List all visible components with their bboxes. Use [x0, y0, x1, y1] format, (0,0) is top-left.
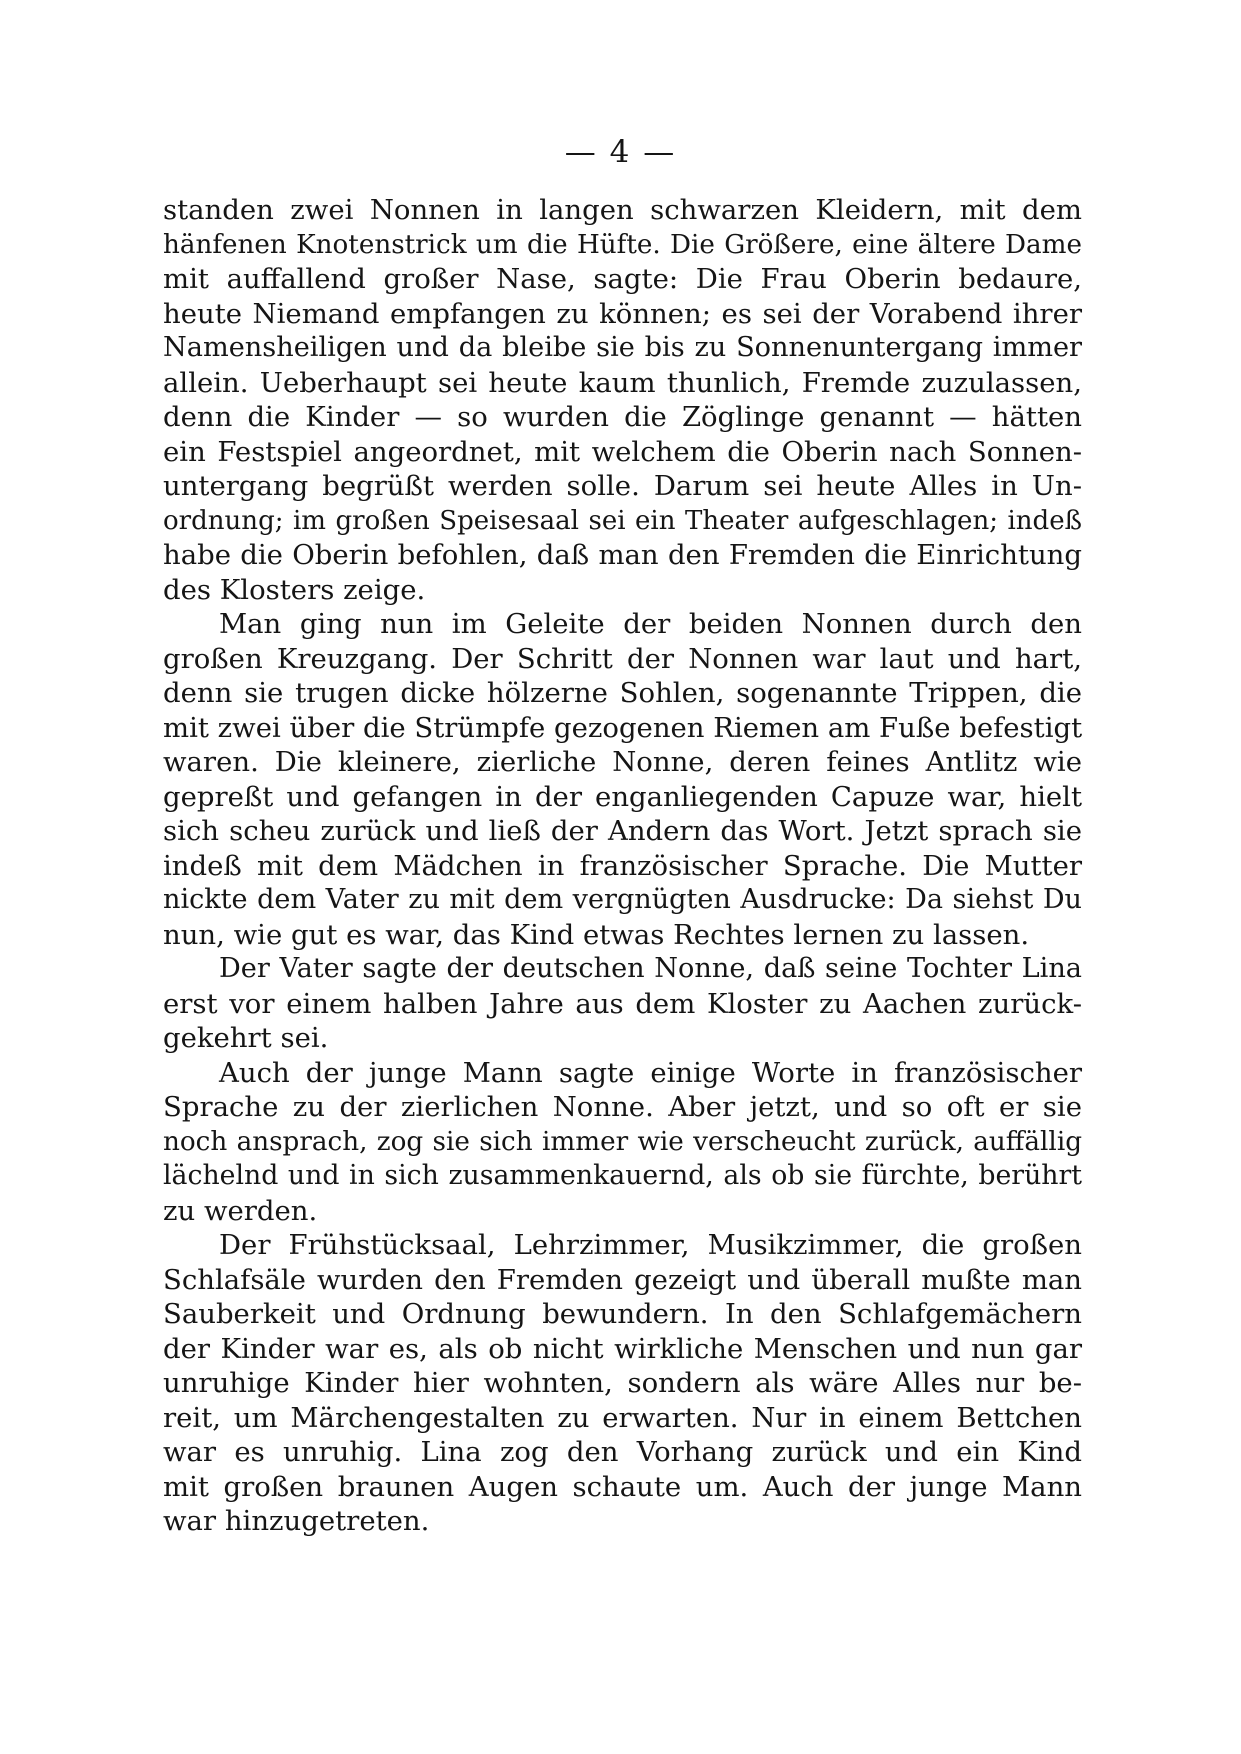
text-line: Namensheiligen und da bleibe sie bis zu Sonnenuntergang immer	[163, 332, 1082, 363]
text-line: erst vor einem halben Jahre aus dem Kloster zu Aachen zurück-	[163, 987, 1082, 1020]
text-line: untergang begrüßt werden solle. Darum sei heute Alles in Un-	[163, 470, 1082, 502]
text-line: reit, um Märchengestalten zu erwarten. Nur in einem Bettchen	[163, 1401, 1082, 1434]
text-line: großen Kreuzgang. Der Schritt der Nonnen war laut und hart,	[163, 642, 1082, 675]
text-line: lächelnd und in sich zusammenkauernd, als ob sie fürchte, berührt	[163, 1160, 1082, 1191]
text-line: Man ging nun im Geleite der beiden Nonnen durch den	[219, 608, 1082, 640]
text-line: des Klosters zeige.	[163, 573, 426, 606]
text-line: habe die Oberin befohlen, daß man den Fremden die Einrichtung	[163, 539, 1082, 571]
text-line: Der Frühstücksaal, Lehrzimmer, Musikzimmer, die großen	[219, 1229, 1082, 1261]
text-line: Sauberkeit und Ordnung bewundern. In den Schlafgemächern	[163, 1298, 1082, 1330]
text-line: denn sie trugen dicke hölzerne Sohlen, sogenannte Trippen, die	[163, 677, 1082, 709]
text-line: sich scheu zurück und ließ der Andern das Wort. Jetzt sprach sie	[163, 815, 1082, 847]
text-line: mit zwei über die Strümpfe gezogenen Riemen am Fuße befestigt	[163, 711, 1083, 744]
page-number: — 4 —	[564, 134, 677, 170]
text-line: der Kinder war es, als ob nicht wirkliche Menschen und nun gar	[163, 1332, 1082, 1365]
text-line: gepreßt und gefangen in der enganliegenden Capuze war, hielt	[163, 780, 1082, 813]
text-line: Der Vater sagte der deutschen Nonne, daß seine Tochter Lina	[219, 953, 1082, 984]
text-line: hänfenen Knotenstrick um die Hüfte. Die Größere, eine ältere Dame	[163, 229, 1082, 260]
text-line: war es unruhig. Lina zog den Vorhang zurück und ein Kind	[163, 1436, 1082, 1468]
text-line: noch ansprach, zog sie sich immer wie verscheucht zurück, auffällig	[163, 1126, 1082, 1157]
text-line: unruhige Kinder hier wohnten, sondern als wäre Alles nur be-	[163, 1367, 1082, 1399]
text-line: mit großen braunen Augen schaute um. Auch der junge Mann	[163, 1470, 1082, 1503]
text-line: gekehrt sei.	[163, 1022, 329, 1054]
text-line: indeß mit dem Mädchen in französischer Sprache. Die Mutter	[163, 849, 1082, 882]
text-line: Auch der junge Mann sagte einige Worte in französischer	[219, 1056, 1082, 1089]
text-line: Schlafsäle wurden den Fremden gezeigt und überall mußte man	[163, 1263, 1082, 1296]
text-line: Sprache zu der zierlichen Nonne. Aber jetzt, und so oft er sie	[163, 1091, 1082, 1123]
text-line: mit auffallend großer Nase, sagte: Die Frau Oberin bedaure,	[163, 263, 1082, 295]
text-line: ein Festspiel angeordnet, mit welchem die Oberin nach Sonnen-	[163, 435, 1082, 468]
text-line: waren. Die kleinere, zierliche Nonne, deren feines Antlitz wie	[163, 746, 1082, 778]
text-line: denn die Kinder — so wurden die Zöglinge genannt — hätten	[163, 401, 1082, 433]
text-line: heute Niemand empfangen zu können; es sei der Vorabend ihrer	[163, 297, 1082, 330]
text-line: nickte dem Vater zu mit dem vergnügten Ausdrucke: Da siehst Du	[163, 884, 1082, 915]
text-line: war hinzugetreten.	[163, 1505, 430, 1537]
text-line: nun, wie gut es war, das Kind etwas Rechtes lernen zu lassen.	[163, 918, 1030, 951]
text-line: ordnung; im großen Speisesaal sei ein Theater aufgeschlagen; indeß	[163, 505, 1082, 536]
text-line: zu werden.	[163, 1194, 318, 1227]
text-line: allein. Ueberhaupt sei heute kaum thunlich, Fremde zuzulassen,	[163, 366, 1082, 399]
text-line: standen zwei Nonnen in langen schwarzen Kleidern, mit dem	[163, 194, 1082, 226]
body-text	[163, 193, 1082, 1539]
